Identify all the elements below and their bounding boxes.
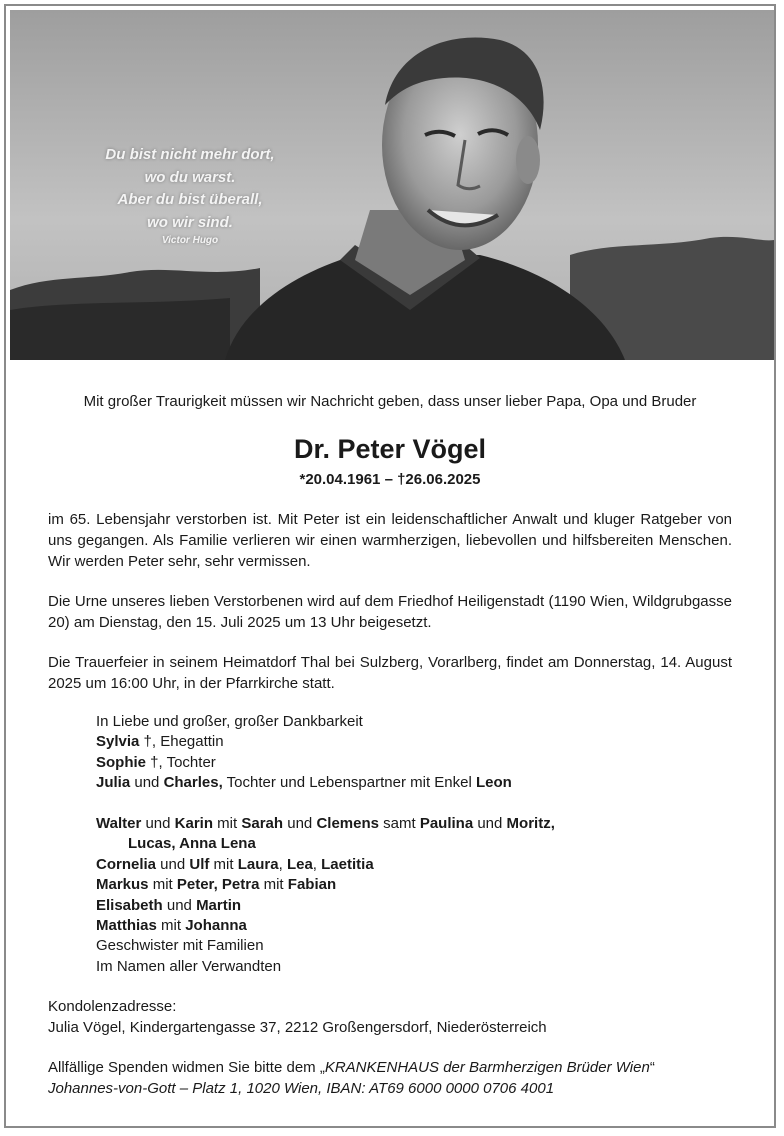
intro-text: Mit großer Traurigkeit müssen wir Nachricht geben, dass unser lieber Papa, Opa und Bruder bbox=[83, 393, 697, 410]
quote-line-4: wo wir sind. bbox=[147, 213, 233, 231]
family-line-sylvia: Sylvia †, Ehegattin bbox=[96, 733, 224, 751]
family-line-matthias: Matthias mit Johanna bbox=[96, 917, 247, 935]
family-line-walter-cont: Lucas, Anna Lena bbox=[128, 835, 256, 853]
family-opening: In Liebe und großer, großer Dankbarkeit bbox=[96, 713, 363, 730]
paragraph-2: Die Urne unseres lieben Verstorbenen wird auf dem Friedhof Heiligenstadt (1190 Wien, Wildgrubgasse 20) am Dienstag, den 15. Juli 2025 um 13 Uhr beigesetzt. bbox=[48, 593, 732, 631]
family-line-sophie: Sophie †, Tochter bbox=[96, 753, 216, 771]
donation-recipient: KRANKENHAUS der Barmherzigen Brüder Wien bbox=[324, 1059, 650, 1076]
family-siblings: Geschwister mit Familien bbox=[96, 937, 264, 955]
condolence-block bbox=[48, 996, 732, 1038]
family-line-walter: Walter und Karin mit Sarah und Clemens samt Paulina und Moritz, bbox=[96, 815, 555, 832]
family-line-cornelia: Cornelia und Ulf mit Laura, Lea, Laetitia bbox=[96, 855, 374, 873]
quote-line-1: Du bist nicht mehr dort, bbox=[105, 146, 275, 163]
deceased-dates: *20.04.1961 – †26.06.2025 bbox=[299, 471, 481, 488]
donation-line-1: Allfällige Spenden widmen Sie bitte dem „KRANKENHAUS der Barmherzigen Brüder Wien“ bbox=[48, 1059, 655, 1076]
paragraph-3: Die Trauerfeier in seinem Heimatdorf Thal bei Sulzberg, Vorarlberg, findet am Donnerstag, 14. August 2025 um 16:00 Uhr, in der Pfarrkirche statt. bbox=[48, 654, 732, 692]
quote-block bbox=[90, 144, 290, 248]
donation-line-2: Johannes-von-Gott – Platz 1, 1020 Wien, IBAN: AT69 6000 0000 0706 4001 bbox=[48, 1080, 555, 1097]
donation-block bbox=[48, 1057, 732, 1099]
family-relatives: Im Namen aller Verwandten bbox=[96, 957, 282, 975]
quote-line-2: wo du warst. bbox=[144, 168, 236, 186]
portrait-photo bbox=[10, 10, 774, 360]
quote-line-3: Aber du bist überall, bbox=[117, 191, 263, 208]
family-line-elisabeth: Elisabeth und Martin bbox=[96, 896, 242, 914]
condolence-address: Julia Vögel, Kindergartengasse 37, 2212 Großengersdorf, Niederösterreich bbox=[48, 1019, 547, 1036]
family-line-julia: Julia und Charles, Tochter und Lebenspartner mit Enkel Leon bbox=[96, 774, 512, 792]
family-list-1 bbox=[96, 712, 736, 794]
paragraph-1: im 65. Lebensjahr verstorben ist. Mit Peter ist ein leidenschaftlicher Anwalt und kluger Ratgeber von uns gegangen. Als Familie verlieren wir einen warmherzigen, liebevollen und hilfsbereiten Menschen. Wir werden Peter sehr, sehr vermissen. bbox=[48, 511, 732, 570]
deceased-name: Dr. Peter Vögel bbox=[293, 434, 487, 464]
family-line-markus: Markus mit Peter, Petra mit Fabian bbox=[96, 876, 337, 894]
family-list-2 bbox=[96, 814, 736, 977]
quote-author: Victor Hugo bbox=[161, 235, 219, 246]
condolence-label: Kondolenzadresse: bbox=[48, 998, 177, 1015]
